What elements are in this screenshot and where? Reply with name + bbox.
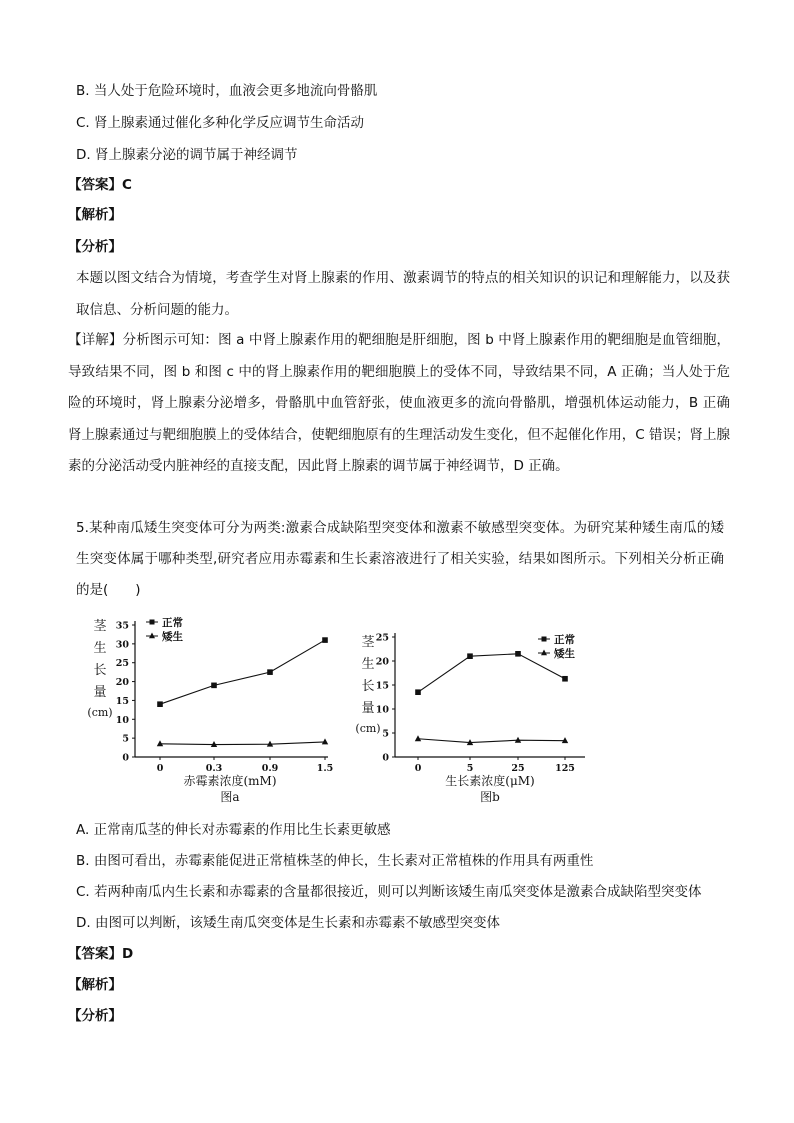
figure-b-chart [350, 622, 610, 822]
data-point-normal [562, 676, 568, 682]
series-line-dwarf [160, 742, 325, 745]
data-point-normal [322, 637, 328, 643]
legend-label: 矮生 [554, 648, 575, 660]
y-axis-label-char: 茎 [93, 619, 107, 634]
data-point-normal [157, 701, 163, 707]
q4-option-c: C. 肾上腺素通过催化多种化学反应调节生命活动 [76, 115, 365, 131]
data-point-dwarf [322, 738, 328, 744]
figure-caption: 图b [480, 790, 500, 804]
legend-label: 正常 [554, 634, 575, 646]
y-tick-label: 20 [115, 677, 129, 689]
y-axis-unit: (cm) [355, 722, 381, 735]
data-point-normal [267, 669, 273, 675]
y-axis-label-char: 生 [93, 641, 107, 656]
x-tick-label: 125 [555, 763, 575, 774]
x-tick-label: 25 [511, 763, 525, 774]
y-tick-label: 20 [375, 656, 389, 668]
series-line-dwarf [418, 739, 565, 743]
y-tick-label: 0 [382, 752, 389, 764]
q4-fenxi-label: 【分析】 [68, 239, 122, 255]
x-axis-label: 生长素浓度(μM) [445, 774, 535, 788]
y-axis-label-char: 茎 [361, 635, 375, 650]
q5-stem: 5.某种南瓜矮生突变体可分为两类:激素合成缺陷型突变体和激素不敏感型突变体。为研究某种矮生南瓜的矮生突变体属于哪种类型,研究者应用赤霉素和生长素溶液进行了相关实验，结果如图所示。下列相关分析正确的是( ) [76, 520, 724, 598]
y-axis-label-char: 量 [93, 685, 107, 700]
y-tick-label: 30 [115, 639, 129, 651]
y-axis-label-char: 生 [361, 657, 375, 672]
y-tick-label: 15 [115, 695, 129, 707]
q5-option-a: A. 正常南瓜茎的伸长对赤霉素的作用比生长素更敏感 [76, 822, 391, 838]
q4-option-d: D. 肾上腺素分泌的调节属于神经调节 [76, 147, 298, 163]
q5-option-d: D. 由图可以判断，该矮生南瓜突变体是生长素和赤霉素不敏感型突变体 [76, 915, 500, 931]
x-tick-label: 5 [466, 763, 474, 774]
y-tick-label: 5 [122, 733, 129, 745]
q5-fenxi-label: 【分析】 [68, 1008, 122, 1024]
series-line-normal [418, 654, 565, 692]
y-tick-label: 35 [115, 620, 129, 632]
q5-option-b: B. 由图可看出，赤霉素能促进正常植株茎的伸长，生长素对正常植株的作用具有两重性 [76, 853, 594, 869]
figure-a-chart [80, 612, 340, 812]
y-tick-label: 5 [382, 728, 389, 740]
legend-marker-square [542, 637, 547, 642]
y-tick-label: 0 [122, 752, 129, 764]
legend-marker-square [150, 620, 155, 625]
q4-option-b: B. 当人处于危险环境时，血液会更多地流向骨骼肌 [76, 83, 378, 99]
data-point-normal [415, 689, 421, 695]
legend-label: 正常 [162, 617, 183, 629]
y-tick-label: 25 [375, 632, 389, 644]
q5-analysis-label: 【解析】 [68, 977, 122, 993]
data-point-normal [515, 651, 521, 657]
x-tick-label: 0.9 [261, 763, 279, 774]
series-line-normal [160, 640, 325, 704]
q5-option-c: C. 若两种南瓜内生长素和赤霉素的含量都很接近，则可以判断该矮生南瓜突变体是激素合成缺陷型突变体 [76, 884, 702, 900]
y-tick-label: 10 [375, 704, 389, 716]
data-point-dwarf [415, 735, 421, 741]
y-tick-label: 15 [375, 680, 389, 692]
legend-label: 矮生 [162, 631, 183, 643]
y-axis-label-char: 长 [93, 663, 107, 678]
y-axis-label-char: 量 [361, 701, 375, 716]
x-tick-label: 1.5 [316, 763, 334, 774]
x-tick-label: 0 [156, 763, 164, 774]
data-point-normal [467, 653, 473, 659]
x-axis-label: 赤霉素浓度(mM) [183, 774, 277, 788]
y-tick-label: 10 [115, 714, 129, 726]
q4-analysis-label: 【解析】 [68, 207, 122, 223]
data-point-normal [211, 683, 217, 689]
legend-marker-triangle [149, 633, 155, 639]
legend-marker-triangle [541, 650, 547, 656]
q4-detail-text: 【详解】分析图示可知：图 a 中肾上腺素作用的靶细胞是肝细胞，图 b 中肾上腺素作用的靶细胞是血管细胞，导致结果不同，图 b 和图 c 中的肾上腺素作用的靶细胞膜上的受体不同，导致结果不同，A 正确；当人处于危险的环境时，肾上腺素分泌增多，骨骼肌中血管舒张，使血液更多的流向骨骼肌，增强机体运动能力，B 正确 肾上腺素通过与靶细胞膜上的受体结合，使靶细胞原有的生理活动发生变化，但不起催化作用，C 错误；肾上腺素的分泌活动受内脏神经的直接支配，因此肾上腺素的调节属于神经调节，D 正确。 [68, 332, 730, 474]
y-axis-label-char: 长 [361, 679, 375, 694]
q5-answer: 【答案】D [68, 946, 134, 962]
y-tick-label: 25 [115, 658, 129, 670]
q4-answer: 【答案】C [68, 177, 132, 193]
y-axis-unit: (cm) [87, 706, 113, 719]
figure-caption: 图a [220, 790, 240, 804]
q4-fenxi-text: 本题以图文结合为情境，考查学生对肾上腺素的作用、激素调节的特点的相关知识的识记和理解能力，以及获取信息、分析问题的能力。 [76, 270, 730, 318]
x-tick-label: 0.3 [205, 763, 223, 774]
x-tick-label: 0 [414, 763, 422, 774]
